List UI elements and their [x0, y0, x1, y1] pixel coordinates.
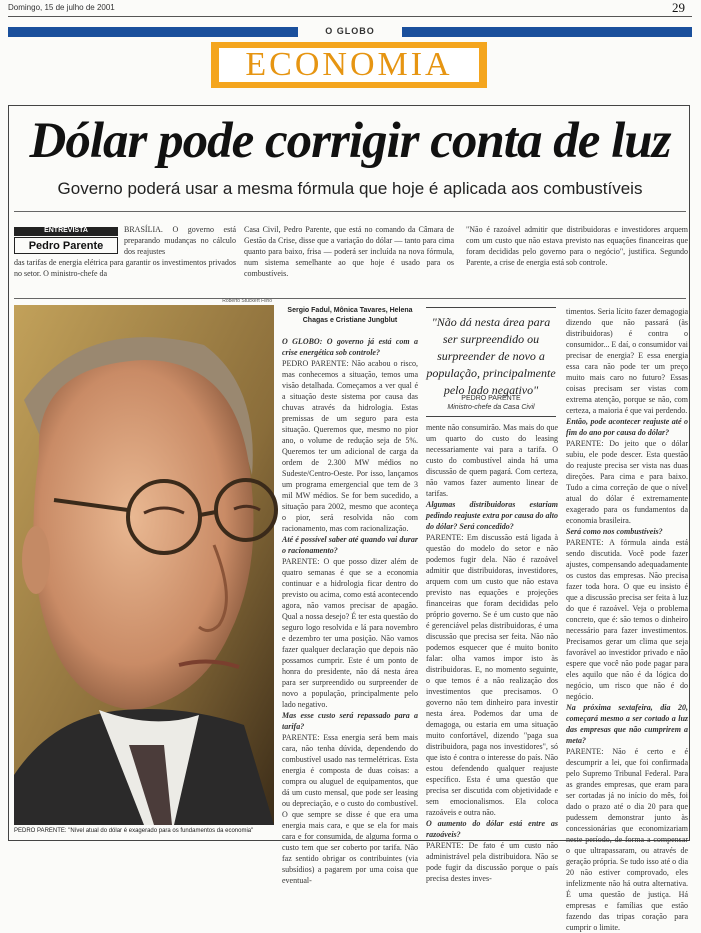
question: Então, pode acontecer reajuste até o fim do ano por causa do dólar?: [566, 417, 688, 437]
headline: Dólar pode corrigir conta de luz: [29, 113, 671, 169]
subhead-rule: [14, 211, 686, 212]
answer: PARENTE: De fato é um custo não administrável pela distribuidora. Não se pode fugir da discussão porque o país precisa destes inves-: [426, 841, 558, 883]
byline: Sergio Fadul, Mônica Tavares, Helena Chagas e Cristiane Jungblut: [287, 307, 413, 324]
pedro-parente-portrait: [14, 305, 274, 825]
portrait-illustration: [14, 305, 274, 825]
question: Mas esse custo será repassado para a tarifa?: [282, 711, 418, 731]
answer: PARENTE: Essa energia será bem mais cara, não tenha dúvida, dependendo do combustível usado nas termelétricas. Esta energia é composta de duas coisas: a compra ou aluguel de equipamentos, que dá um custo mensal, que pode ser leasing ou depreciação, e o custo do combustível. O que sempre se disse é que era uma energia mais cara, e que se ela for mais cara e for consumida, de alguma forma o custo tem que ser coberto por tarifa. Não faz sentido obrigar os contribuintes (via subsídios) a pagarem por uma coisa que eventual-: [282, 733, 418, 885]
masthead: O GLOBO: [325, 26, 375, 36]
pull-quote-rule-bottom: [426, 416, 556, 417]
photo-caption: PEDRO PARENTE: "Nível atual do dólar é exagerado para os fundamentos da economia": [14, 828, 254, 834]
lead-paragraph-b: das tarifas de energia elétrica para garantir os investimentos privados no setor. O ministro-chefe da: [14, 258, 236, 278]
photo-credit: Roberto Stuckert Filho: [222, 298, 272, 304]
lead-paragraph-d: "Não é razoável admitir que distribuidoras e investidores arquem com um custo que não estava previsto nas equações financeiras que foram decididas pelo governo para o negócio", justifica. Segundo Parente, a crise de energia está sob controle.: [466, 225, 688, 267]
question: Será como nos combustíveis?: [566, 527, 663, 536]
kicker-label: ENTREVISTA: [44, 227, 88, 234]
question: Algumas distribuidoras estariam pedindo reajuste extra por causa do alto do dólar? Será concedido?: [426, 500, 559, 531]
top-rule: [8, 16, 692, 17]
section-title: ECONOMIA: [245, 46, 453, 83]
answer: mente não consumirão. Mas mais do que um quarto do custo do leasing necessariamente vai para a tarifa. O custo do combustível ainda há uma discussão de quem pagará. Com certeza, não vamos fazer aumento linear de tarifas.: [426, 423, 558, 498]
pull-quote-rule-top: [426, 307, 556, 308]
page-number: 29: [672, 0, 685, 15]
question: Até é possível saber até quando vai durar o racionamento?: [282, 535, 418, 555]
lead-paragraph-a: BRASÍLIA. O governo está preparando mudanças no cálculo dos reajustes: [124, 225, 236, 256]
pull-quote-name: PEDRO PARENTE: [461, 395, 521, 402]
answer: PEDRO PARENTE: Não acabou o risco, mas conhecemos a situação, temos uma visão detalhada. Começamos a ver qual é a situação deste sistema por causa das chuvas através da hidrologia. Estas premissas de um seguro para esta situação. Queremos que, mesmo no pior ano, o volume de redução seja de 5%. Queremos ter um adicional de carga da ordem de 2.300 MW médios no Sudeste/Centro-Oeste. Por isso, lançamos um programa emergencial que tem de 3 mil MW médios. Se for bem sucedido, a situação para 2002, mesmo que aconteça o pior, será resolvida não com racionamento, mas com racionalização.: [282, 359, 418, 533]
interview-column-2: [426, 422, 559, 883]
answer: PARENTE: O que posso dizer além de quatro semanas é que se a economia continuar e a hidrologia ficar dentro do previsto ou acima, como está acontecendo agora, não vamos precisar de apagão. Qual a nossa desejo? É ter esta questão do seguro logo resolvida e lá para novembro e dezembro ter uma posição. Não vamos fazer qualquer declaração que depois não possamos cumprir. Este é um ponto de honra do presidente, não dá nesta área para ser surpreendido ou surpreender de novo a população, principalmente pelo lado negativo.: [282, 557, 418, 709]
pull-quote-role: Ministro-chefe da Casa Civil: [447, 404, 535, 411]
answer: PARENTE: Do jeito que o dólar subiu, ele pode descer. Esta questão do reajuste precisa ser vista nas duas direções. Para cima e para baixo. Tudo a cima correção de que o nível atual do dólar é extremamente exagerado para os fundamentos da economia brasileira.: [566, 439, 688, 525]
subheadline: Governo poderá usar a mesma fórmula que hoje é aplicada aos combustíveis: [57, 179, 643, 198]
pull-quote-attribution: [426, 394, 556, 412]
kicker-name: Pedro Parente: [28, 240, 104, 252]
pull-quote: "Não dá nesta área para ser surpreendido ou surpreender de novo a população, principalmente pelo lado negativo": [426, 315, 556, 397]
question: O aumento do dólar está entre as razoáveis?: [426, 819, 558, 839]
answer: PARENTE: Não é certo e é descumprir a lei, que foi confirmada pelo Supremo Tribunal Federal. Para as grandes empresas, que eram para ser cortadas já no início do mês, foi dado o prazo até o dia 20 para que pudessem demonstrar junto às concessionárias que economizariam neste período, de forma a compensar o que ultrapassaram, ou através de geração própria. Se tudo isso até o dia 20 não estiver comprovado, eles infelizmente não há outra alternativa. É uma questão de justiça. Há empresas e famílias que estão fazendo das tripas coração para cumprir o limite.: [566, 747, 688, 932]
interview-column-1: [282, 336, 418, 885]
question: O GLOBO: O governo já está com a crise energética sob controle?: [282, 337, 418, 357]
answer: timentos. Seria lícito fazer demagogia dizendo que não passará (às distribuidoras) é contra o consumidor... E daí, o consumidor vai precisar de energia? E essa energia essa cara não pode ter um preço muito mais caro no futuro? Essas coisas precisam ser vistas com extrema atenção, porque se não, com certeza, a maioria é que vai perdendo.: [566, 307, 688, 415]
question: Na próxima sextafeira, dia 20, começará mesmo a ser cortado a luz das empresas que não cumprirem a meta?: [566, 703, 688, 745]
answer: PARENTE: A fórmula ainda está sendo discutida. Você pode fazer ajustes, compensando adequadamente os custos das empresas. Não precisa fazer toda hora. O que eu insisto é que a discussão precisa ser feita à luz do que é razoável. Veja o problema concreto, que é: são temos o dinheiro necessário para fazer investimentos. Precisamos gerar um clima que seja favorável ao investidor privado e não espere que você não pode pagar para eles aquilo que não é da lógica do negócio, um risco que não é do negócio.: [566, 538, 688, 701]
dateline: Domingo, 15 de julho de 2001: [8, 3, 115, 12]
answer: PARENTE: Em discussão está ligada à questão do modelo do setor e não podemos fugir dela. Não é razoável admitir que distribuidoras, investidores, arquem com um custo que não estava previsto nas equações e projeções financeiras que foram decididas pelo próprio governo. Se é um custo que não é gerenciável pelas distribuidoras, é uma discussão que precisa ser feita. Não não podemos esquecer que é muito bonito falar: olha vamos impor isto às distribuidoras. E, no momento seguinte, o que temos é a não realização dos investimentos que precisamos. O governo não tem dinheiro para investir nesta área. Podemos dar uma de demagoga, ou estaria em uma situação muito confortável, dizendo "paga sua distribuidora, paga nos investidores", só que isto é contra o interesse do país. Não estou defendendo qualquer reajuste específico. Esta é uma questão que precisa ser discutida com objetividade e sem emocionalismos. Ela coloca razoáveis e outra não.: [426, 533, 558, 817]
lead-paragraph-c: Casa Civil, Pedro Parente, que está no comando da Câmara de Gestão da Crise, disse que a variação do dólar — tanto para cima quanto para baixo, frisa — poderá ser incluída na nova fórmula, num sistema semelhante ao que hoje é usado para os combustíveis.: [244, 225, 454, 278]
interview-column-3: [566, 306, 688, 932]
